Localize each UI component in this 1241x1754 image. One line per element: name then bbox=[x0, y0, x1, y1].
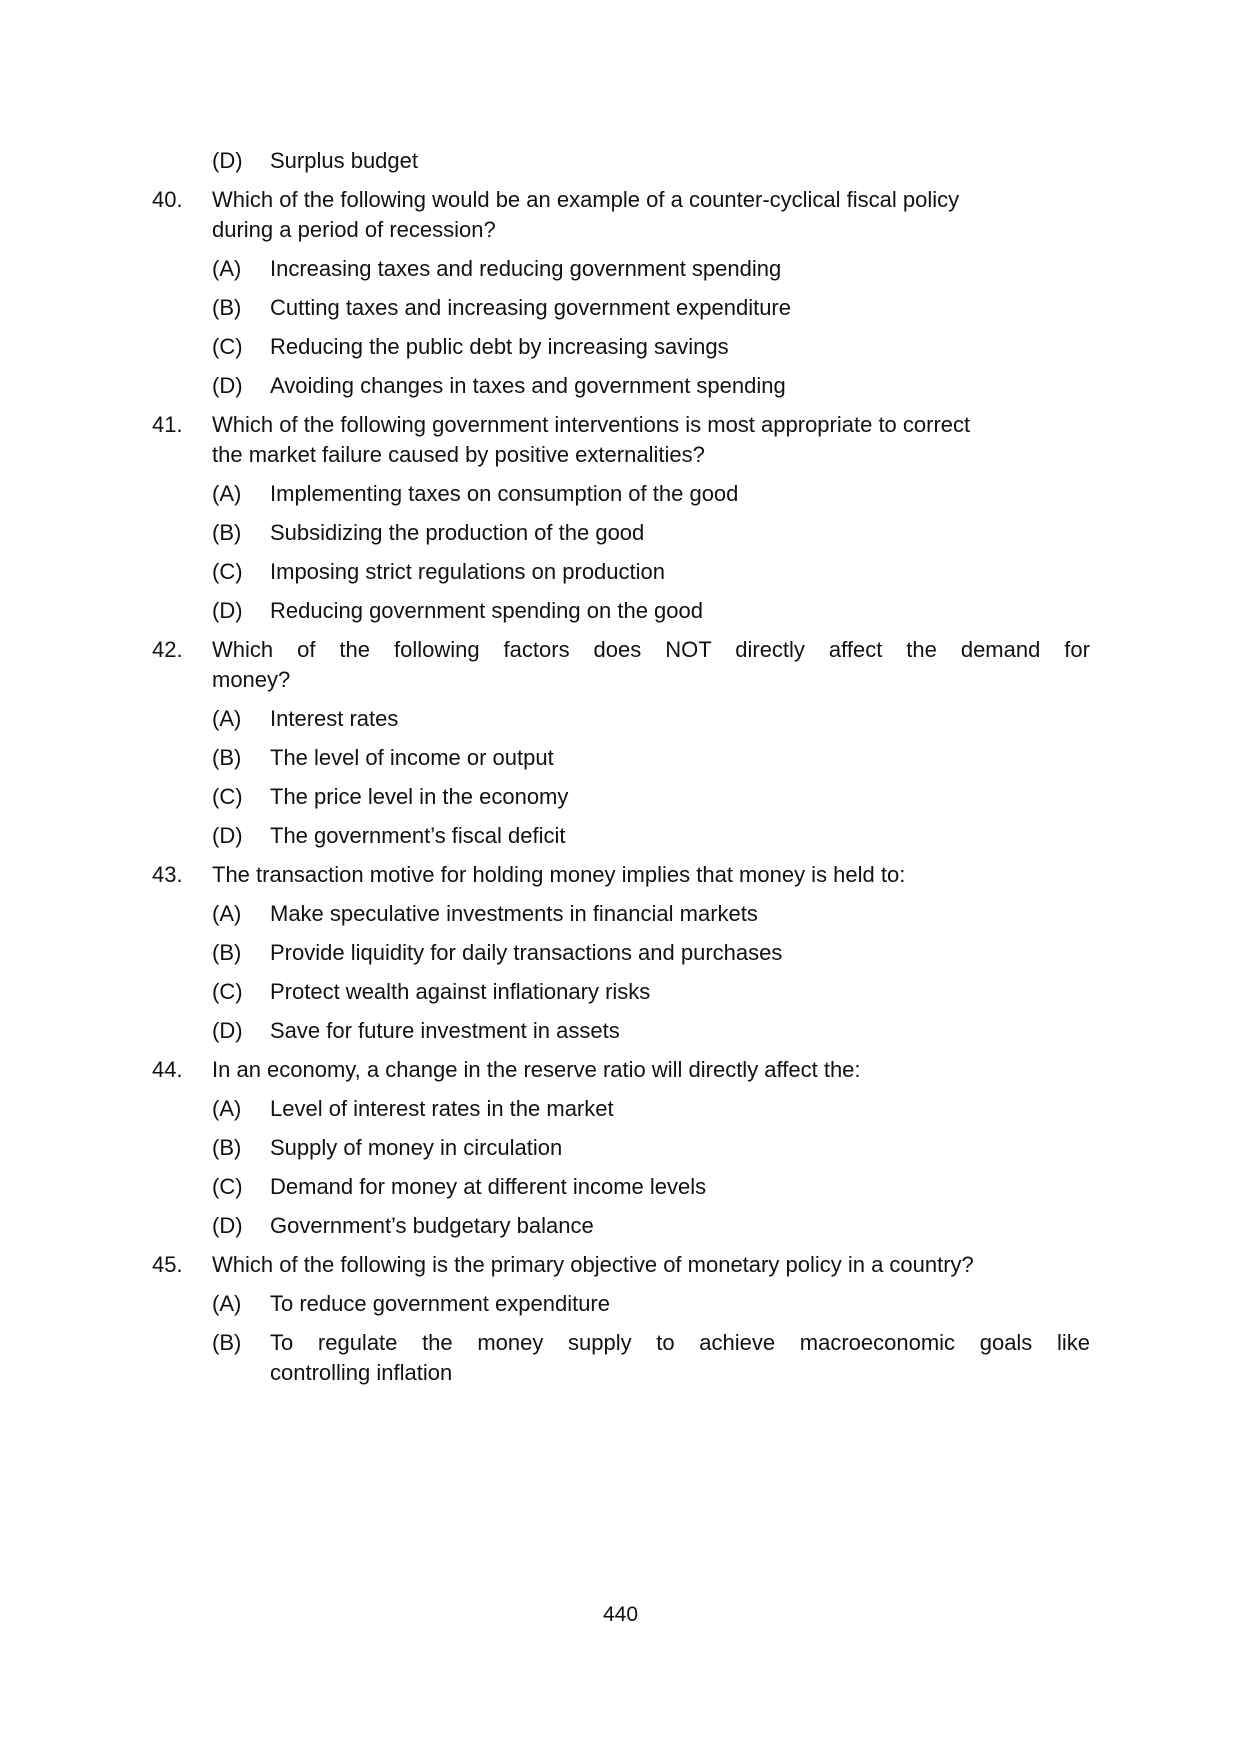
question-text bbox=[212, 410, 1090, 470]
question-row bbox=[152, 410, 1090, 470]
text-line: money? bbox=[212, 667, 291, 692]
question-number: 45. bbox=[152, 1252, 183, 1277]
text-line: Make speculative investments in financial markets bbox=[270, 901, 758, 926]
option-label: (C) bbox=[212, 559, 243, 584]
option-row bbox=[212, 254, 1090, 284]
option-label: (D) bbox=[212, 598, 243, 623]
text-line: the market failure caused by positive externalities? bbox=[212, 442, 705, 467]
option-label: (A) bbox=[212, 256, 242, 281]
option-label: (B) bbox=[212, 745, 242, 770]
question-number: 41. bbox=[152, 412, 183, 437]
text-line: Which of the following would be an example of a counter-cyclical fiscal policy bbox=[212, 187, 960, 212]
question-block bbox=[152, 1250, 1090, 1388]
option-text bbox=[270, 518, 1090, 548]
question-block bbox=[152, 185, 1090, 401]
option-row bbox=[212, 1016, 1090, 1046]
option-label: (C) bbox=[212, 1174, 243, 1199]
option-row bbox=[212, 899, 1090, 929]
option-text bbox=[270, 371, 1090, 401]
text-line: Cutting taxes and increasing government expenditure bbox=[270, 295, 791, 320]
option-text bbox=[270, 782, 1090, 812]
text-line: The transaction motive for holding money implies that money is held to: bbox=[212, 862, 906, 887]
option-row bbox=[212, 557, 1090, 587]
question-row bbox=[152, 1250, 1090, 1280]
text-line: To regulate the money supply to achieve macroeconomic goals like bbox=[270, 1330, 1090, 1355]
question-block bbox=[152, 860, 1090, 1046]
option-row bbox=[212, 782, 1090, 812]
text-line: Which of the following factors does NOT directly affect the demand for bbox=[212, 637, 1090, 662]
question-number: 42. bbox=[152, 637, 183, 662]
question-text bbox=[212, 185, 1090, 245]
question-text bbox=[212, 1250, 1090, 1280]
option-label: (C) bbox=[212, 334, 243, 359]
option-label: (A) bbox=[212, 706, 242, 731]
page-number: 440 bbox=[602, 1603, 639, 1626]
option-label: (B) bbox=[212, 295, 242, 320]
text-line: Which of the following government interventions is most appropriate to correct bbox=[212, 412, 971, 437]
option-text bbox=[270, 1289, 1090, 1319]
text-line: Avoiding changes in taxes and government spending bbox=[270, 373, 786, 398]
option-label: (A) bbox=[212, 1291, 242, 1316]
option-text bbox=[270, 1172, 1090, 1202]
text-line: Imposing strict regulations on production bbox=[270, 559, 665, 584]
option-row bbox=[212, 479, 1090, 509]
text-line: Surplus budget bbox=[270, 148, 418, 173]
option-text bbox=[270, 938, 1090, 968]
option-text bbox=[270, 1016, 1090, 1046]
option-row bbox=[212, 704, 1090, 734]
option-row bbox=[212, 596, 1090, 626]
text-line: The price level in the economy bbox=[270, 784, 569, 809]
text-line: The level of income or output bbox=[270, 745, 554, 770]
text-line: Which of the following is the primary objective of monetary policy in a country? bbox=[212, 1252, 974, 1277]
option-row bbox=[212, 332, 1090, 362]
text-line: during a period of recession? bbox=[212, 217, 496, 242]
text-line: The government’s fiscal deficit bbox=[270, 823, 566, 848]
text-line: Subsidizing the production of the good bbox=[270, 520, 645, 545]
option-text bbox=[270, 743, 1090, 773]
option-row bbox=[212, 1133, 1090, 1163]
option-label: (D) bbox=[212, 1018, 243, 1043]
option-row bbox=[212, 977, 1090, 1007]
text-line: Supply of money in circulation bbox=[270, 1135, 563, 1160]
option-text bbox=[270, 146, 1090, 176]
option-text bbox=[270, 557, 1090, 587]
question-block bbox=[152, 635, 1090, 851]
option-label: (D) bbox=[212, 1213, 243, 1238]
option-label: (B) bbox=[212, 1330, 242, 1355]
option-row bbox=[212, 1172, 1090, 1202]
option-row bbox=[212, 1094, 1090, 1124]
text-line: Save for future investment in assets bbox=[270, 1018, 620, 1043]
option-label: (C) bbox=[212, 784, 243, 809]
text-line: To reduce government expenditure bbox=[270, 1291, 610, 1316]
option-text bbox=[270, 596, 1090, 626]
option-row bbox=[212, 293, 1090, 323]
option-label: (B) bbox=[212, 940, 242, 965]
option-row bbox=[212, 1328, 1090, 1388]
text-line: Increasing taxes and reducing government spending bbox=[270, 256, 782, 281]
text-line: Reducing government spending on the good bbox=[270, 598, 703, 623]
option-text bbox=[270, 704, 1090, 734]
option-text bbox=[270, 1211, 1090, 1241]
question-row bbox=[152, 1055, 1090, 1085]
text-line: In an economy, a change in the reserve ratio will directly affect the: bbox=[212, 1057, 861, 1082]
option-label: (C) bbox=[212, 979, 243, 1004]
option-label: (D) bbox=[212, 373, 243, 398]
text-line: Interest rates bbox=[270, 706, 399, 731]
text-line: Protect wealth against inflationary risks bbox=[270, 979, 651, 1004]
question-block bbox=[152, 410, 1090, 626]
option-label: (D) bbox=[212, 148, 243, 173]
option-text bbox=[270, 821, 1090, 851]
option-label: (D) bbox=[212, 823, 243, 848]
option-row bbox=[212, 743, 1090, 773]
question-block bbox=[152, 1055, 1090, 1241]
option-label: (B) bbox=[212, 520, 242, 545]
question-text bbox=[212, 860, 1090, 890]
text-line: Government’s budgetary balance bbox=[270, 1213, 594, 1238]
option-row bbox=[212, 371, 1090, 401]
option-row bbox=[212, 938, 1090, 968]
question-number: 40. bbox=[152, 187, 183, 212]
option-text bbox=[270, 1094, 1090, 1124]
option-row bbox=[212, 821, 1090, 851]
text-line: Reducing the public debt by increasing savings bbox=[270, 334, 729, 359]
option-text bbox=[270, 977, 1090, 1007]
option-label: (A) bbox=[212, 481, 242, 506]
option-row bbox=[212, 1211, 1090, 1241]
option-row bbox=[212, 1289, 1090, 1319]
option-label: (A) bbox=[212, 1096, 242, 1121]
option-label: (A) bbox=[212, 901, 242, 926]
question-text bbox=[212, 635, 1090, 695]
option-text bbox=[270, 293, 1090, 323]
option-text bbox=[270, 332, 1090, 362]
text-line: Provide liquidity for daily transactions and purchases bbox=[270, 940, 783, 965]
question-row bbox=[152, 860, 1090, 890]
text-line: controlling inflation bbox=[270, 1360, 453, 1385]
question-list bbox=[152, 146, 1090, 1397]
text-line: Implementing taxes on consumption of the good bbox=[270, 481, 739, 506]
option-label: (B) bbox=[212, 1135, 242, 1160]
question-number: 44. bbox=[152, 1057, 183, 1082]
question-text bbox=[212, 1055, 1090, 1085]
option-text bbox=[270, 254, 1090, 284]
question-row bbox=[152, 185, 1090, 245]
question-number: 43. bbox=[152, 862, 183, 887]
option-text bbox=[270, 899, 1090, 929]
text-line: Demand for money at different income levels bbox=[270, 1174, 707, 1199]
option-text bbox=[270, 1328, 1090, 1388]
option-row bbox=[212, 518, 1090, 548]
text-line: Level of interest rates in the market bbox=[270, 1096, 614, 1121]
option-text bbox=[270, 1133, 1090, 1163]
option-text bbox=[270, 479, 1090, 509]
question-row bbox=[152, 635, 1090, 695]
option-row bbox=[212, 146, 1090, 176]
